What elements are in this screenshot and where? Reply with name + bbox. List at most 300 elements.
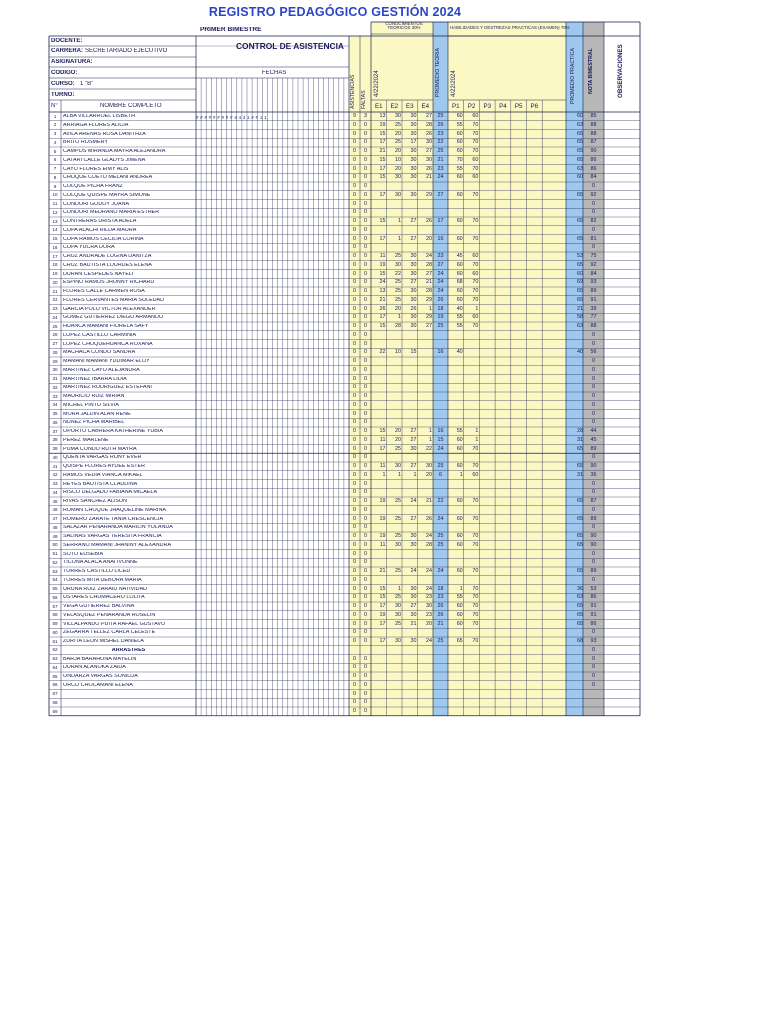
p-score: 60 [456, 463, 463, 469]
student-name: ALBA VILLARROEL LISBETH [63, 114, 136, 119]
asistencias-value: 0 [353, 296, 356, 303]
asistencias-value: 0 [353, 226, 356, 233]
e-score: 21 [426, 498, 432, 504]
p-score: 60 [456, 270, 463, 277]
student-name: CRUZ ANDRADE LUGINA DANITZA [63, 254, 152, 259]
nota-bimestral-value: 0 [592, 393, 595, 399]
promedio-teoria-value: 25 [437, 113, 444, 119]
nota-bimestral-value: 84 [590, 174, 597, 181]
asistencias-value: 0 [353, 629, 356, 636]
promedio-teoria-value: 24 [437, 288, 444, 294]
promedio-practica-value: 28 [577, 428, 583, 434]
e-score: 15 [379, 156, 386, 163]
asistencias-value: 0 [353, 331, 356, 338]
e-score: 11 [379, 436, 386, 443]
faltas-value: 0 [364, 191, 367, 198]
e-score: 25 [395, 594, 401, 601]
e-score: 24 [426, 585, 432, 592]
asistencias-value: 0 [353, 340, 356, 347]
student-name: MARTINEZ RODRIGUEZ ESTEFANI [63, 385, 152, 391]
e-score: 30 [426, 139, 432, 146]
e-score: 30 [426, 156, 432, 163]
student-name: HUANCA MAMANI FIORELA SAFY [63, 324, 149, 329]
e-score: 26 [426, 130, 432, 137]
e-score: 28 [426, 541, 432, 548]
student-name: LOPEZ CHOQUEHUANCA ROXANA [63, 341, 153, 347]
nota-bimestral-value: 0 [592, 200, 595, 207]
p-score: 55 [456, 594, 463, 601]
nota-bimestral-value: 88 [590, 121, 597, 128]
row-number: 8 [53, 174, 57, 180]
e-score: 30 [395, 541, 401, 548]
e-score: 30 [395, 638, 401, 644]
codigo-label: CODIGO: [51, 70, 78, 76]
p-score: 60 [456, 445, 463, 452]
e-score: 1 [398, 314, 401, 321]
promedio-teoria-value: 22 [437, 498, 444, 504]
asistencias-value: 0 [353, 270, 356, 277]
faltas-value: 0 [364, 235, 367, 242]
asistencias-value: 0 [353, 699, 356, 706]
promedio-teoria-value: 25 [437, 638, 444, 644]
faltas-value: 0 [364, 655, 367, 662]
p-score: 65 [456, 638, 463, 644]
student-name: CHOQUE CUETO MELANI ANDREA [63, 175, 153, 181]
faltas-value: 0 [364, 288, 367, 294]
row-number: 13 [52, 218, 58, 224]
e-score: 23 [426, 611, 432, 618]
e-score: 13 [379, 113, 386, 119]
faltas-value: 0 [364, 594, 367, 601]
promedio-practica-value: 40 [577, 349, 583, 356]
faltas-header: FALTAS [361, 90, 367, 109]
e-score: 21 [410, 620, 417, 627]
nota-bimestral-value: 86 [590, 594, 597, 601]
e-col-header: E4 [421, 103, 430, 110]
row-number: 61 [52, 638, 58, 644]
nota-bimestral-value: 84 [590, 270, 597, 277]
faltas-value: 0 [364, 690, 367, 697]
row-number: 30 [52, 367, 58, 373]
p-score: 60 [472, 270, 479, 277]
fechas-label: FECHAS [262, 70, 287, 76]
row-number: 26 [52, 332, 58, 338]
promedio-practica-value: 63 [577, 165, 583, 172]
faltas-value: 0 [364, 498, 367, 504]
faltas-value: 0 [364, 165, 367, 172]
nota-bimestral-value: 89 [590, 568, 597, 574]
e-score: 1 [398, 218, 401, 224]
faltas-value: 0 [364, 419, 367, 426]
student-name: SERRANO MAMANI JHANINY ALEXANDRA [63, 542, 172, 548]
student-name: COPA RAMOS CECILIA CORINA [63, 236, 144, 242]
promedio-practica-value: 53 [577, 253, 583, 259]
faltas-value: 0 [364, 533, 367, 539]
faltas-value: 0 [364, 323, 367, 329]
promedio-practica-value: 65 [577, 191, 583, 198]
carrera-label: CARRERA: [51, 48, 83, 54]
promedio-teoria-value: 25 [437, 463, 444, 469]
e-score: 1 [398, 471, 401, 478]
student-name: MICHEL PINTO SILVIA [63, 402, 119, 408]
period-label: PRIMER BIMESTRE [200, 27, 262, 33]
e-score: 19 [379, 498, 386, 504]
nota-bimestral-value: 88 [590, 130, 597, 137]
faltas-value: 0 [364, 576, 367, 583]
e-score: 15 [379, 428, 386, 434]
p-score: 60 [456, 296, 463, 303]
faltas-value: 0 [364, 541, 367, 548]
nota-bimestral-value: 0 [592, 358, 595, 364]
p-score: 60 [456, 148, 463, 154]
e-score: 25 [395, 139, 401, 146]
p-score: 60 [456, 568, 463, 574]
p-score: 60 [472, 156, 479, 163]
col-name-header: NOMBRE COMPLETO [100, 103, 162, 109]
e-score: 27 [426, 113, 432, 119]
p-score: 60 [472, 113, 479, 119]
row-number: 14 [52, 227, 58, 233]
habilidades-header: HABILIDADES Y DESTREZAS PRACTICAS (EXAMEN) 70% [450, 26, 570, 30]
faltas-value: 0 [364, 130, 367, 137]
row-number: 33 [52, 393, 58, 399]
student-name: ROMAN CHOQUE JHAQUELINE MARINA [63, 507, 167, 513]
nota-bimestral-value: 0 [592, 384, 595, 391]
e-score: 25 [395, 445, 401, 452]
p-col-header: P6 [530, 103, 539, 110]
faltas-value: 0 [364, 393, 367, 399]
e-score: 25 [395, 620, 401, 627]
e-score: 30 [410, 130, 417, 137]
e-score: 20 [395, 428, 401, 434]
row-number: 63 [52, 656, 58, 661]
e-score: 21 [379, 148, 386, 154]
faltas-value: 0 [364, 428, 367, 434]
p-score: 70 [456, 156, 463, 163]
e-score: 26 [426, 165, 432, 172]
promedio-teoria-value: 26 [437, 121, 444, 128]
e-score: 27 [410, 463, 417, 469]
p-score: 70 [472, 148, 479, 154]
faltas-value: 0 [364, 174, 367, 181]
row-number: 50 [52, 542, 58, 548]
student-name: VEGA GUTIERREZ BALVINA [63, 604, 135, 609]
e-score: 11 [379, 253, 386, 259]
e-score: 17 [379, 314, 386, 321]
p-score: 40 [456, 305, 463, 312]
student-name: TORRES CASTILLO LICED [63, 569, 131, 574]
p-score: 70 [472, 594, 479, 601]
asistencias-value: 0 [353, 655, 356, 662]
e-score: 20 [426, 471, 432, 478]
row-number: 6 [53, 157, 57, 163]
faltas-value: 0 [364, 480, 367, 487]
row-number: 62 [52, 647, 58, 653]
nota-bimestral-value: 0 [592, 655, 595, 662]
p-score: 60 [456, 436, 463, 443]
p-score: 1 [459, 585, 463, 592]
page-title: REGISTRO PEDAGÓGICO GESTIÓN 2024 [208, 5, 462, 19]
nota-bimestral-value: 93 [590, 279, 597, 286]
faltas-value: 0 [364, 471, 367, 478]
nota-bimestral-value: 90 [590, 463, 597, 469]
nota-bimestral-header: NOTA BIMESTRAL [588, 48, 594, 94]
e-score: 30 [410, 323, 417, 329]
promedio-teoria-value: 19 [437, 314, 444, 321]
row-number: 69 [52, 708, 58, 714]
asistencias-value: 0 [353, 121, 356, 128]
promedio-practica-value: 60 [577, 174, 583, 181]
e-score: 30 [395, 191, 401, 198]
p-score: 70 [472, 261, 479, 268]
e-score: 22 [379, 349, 386, 356]
nota-bimestral-value: 90 [590, 541, 597, 548]
student-name: COLQUE PICHA FRANZ [63, 184, 123, 189]
row-number: 21 [52, 288, 58, 294]
p-score: 55 [456, 314, 463, 321]
student-name: CONDORI MEDRANO MARIA ESTHER [63, 210, 160, 216]
asistencias-value: 0 [353, 305, 356, 312]
nota-bimestral-value: 0 [592, 506, 595, 513]
asistencias-value: 0 [353, 673, 356, 679]
p-score: 70 [472, 638, 479, 644]
asistencias-value: 0 [353, 314, 356, 321]
promedio-practica-value: 60 [577, 270, 583, 277]
asistencias-value: 0 [353, 515, 356, 522]
e-score: 20 [395, 305, 401, 312]
nota-bimestral-value: 90 [590, 148, 597, 154]
e-score: 29 [426, 191, 432, 198]
promedio-practica-value: 58 [577, 314, 583, 321]
asistencias-value: 0 [353, 349, 356, 356]
student-name: CONDORI GODOY JUANA [63, 201, 130, 207]
e-score: 1 [382, 471, 386, 478]
promedio-teoria-value: 25 [437, 541, 444, 548]
e-score: 20 [395, 436, 401, 443]
student-name: CAYO FLORES EIMY ALIS [63, 166, 129, 172]
row-number: 51 [52, 551, 58, 556]
e-score: 22 [395, 270, 401, 277]
nota-bimestral-value: 85 [590, 113, 597, 119]
row-number: 37 [52, 428, 58, 434]
row-number: 58 [52, 612, 58, 618]
p-score: 60 [472, 314, 479, 321]
p-score: 68 [456, 279, 463, 286]
promedio-teoria-value: 16 [437, 428, 444, 434]
nota-bimestral-value: 0 [592, 183, 595, 189]
e-score: 19 [379, 261, 386, 268]
e-score: 15 [379, 270, 386, 277]
nota-bimestral-value: 86 [590, 165, 597, 172]
p-score: 70 [472, 568, 479, 574]
faltas-value: 0 [364, 638, 367, 644]
nota-bimestral-value: 0 [592, 646, 595, 653]
student-name: USTARES CHUMACERO LOLITA [63, 595, 145, 601]
docente-label: DOCENTE: [51, 38, 83, 44]
nota-bimestral-value: 0 [592, 550, 595, 557]
nota-bimestral-value: 77 [590, 314, 597, 321]
e-score: 20 [395, 130, 401, 137]
student-name: SALINAS VARGAS TERESITA FRANCIA [63, 534, 162, 539]
p-score: 70 [472, 533, 479, 539]
asistencias-value: 0 [353, 191, 356, 198]
e-score: 27 [410, 279, 417, 286]
faltas-value: 0 [364, 384, 367, 391]
student-name: CRUZ BAUTISTA LOURDES ELENA [63, 262, 152, 268]
e-score: 27 [410, 515, 417, 522]
promedio-teoria-value: 24 [437, 445, 444, 452]
promedio-practica-value: 65 [577, 288, 583, 294]
student-name: URUNA RUIZ ZARAID NATIVIDAD [63, 586, 148, 592]
p-score: 70 [472, 218, 479, 224]
e-score: 24 [426, 533, 432, 539]
faltas-value: 0 [364, 489, 367, 496]
student-name: VELASQUEZ PEÑARANDA ROSELIN [63, 612, 156, 618]
e-score: 20 [426, 620, 432, 627]
asistencias-value: 0 [353, 209, 356, 216]
asistencias-value: 0 [353, 323, 356, 329]
row-number: 5 [53, 148, 57, 154]
p-score: 1 [459, 471, 463, 478]
student-name: FLORES CALLE CARMEN ROSA [63, 289, 145, 294]
row-number: 16 [52, 244, 58, 250]
nota-bimestral-value: 0 [592, 401, 595, 408]
row-number: 38 [52, 437, 58, 443]
p-score: 70 [472, 620, 479, 627]
faltas-value: 0 [364, 340, 367, 347]
faltas-value: 0 [364, 209, 367, 216]
asistencias-value: 0 [353, 428, 356, 434]
e-score: 28 [426, 288, 432, 294]
student-name: REYES BAUTISTA CLAUDINA [63, 481, 138, 487]
faltas-value: 0 [364, 629, 367, 636]
row-number: 28 [52, 349, 58, 355]
asistencias-value: 0 [353, 174, 356, 181]
nota-bimestral-value: 36 [590, 471, 597, 478]
faltas-value: 0 [364, 603, 367, 609]
asignatura-label: ASIGNATURA: [51, 59, 93, 65]
asistencias-value: 9 [353, 113, 356, 119]
p-score: 1 [475, 436, 479, 443]
e-score: 30 [395, 174, 401, 181]
faltas-value: 0 [364, 296, 367, 303]
promedio-teoria-value: 21 [437, 156, 444, 163]
p-score: 45 [456, 253, 463, 259]
e-score: 1 [413, 471, 417, 478]
promedio-practica-value: 65 [577, 445, 583, 452]
nota-bimestral-value: 92 [590, 261, 597, 268]
faltas-value: 0 [364, 226, 367, 233]
nota-bimestral-value: 86 [590, 156, 597, 163]
promedio-practica-value: 63 [577, 323, 583, 329]
student-name: GOMEZ GUTIERREZ DIEGO ARMANDO [63, 315, 164, 321]
e-score: 30 [395, 113, 401, 119]
e-col-header: E3 [405, 103, 414, 110]
e-score: 17 [379, 139, 386, 146]
p-score: 40 [456, 349, 463, 356]
asistencias-value: 0 [353, 463, 356, 469]
nota-bimestral-value: 0 [592, 664, 595, 671]
p-score: 60 [456, 113, 463, 119]
nota-bimestral-value: 0 [592, 410, 595, 417]
p-score: 60 [472, 471, 479, 478]
e-score: 30 [410, 314, 417, 321]
faltas-value: 0 [364, 218, 367, 224]
asistencias-value: 0 [353, 620, 356, 627]
row-number: 36 [52, 419, 58, 425]
e-score: 27 [410, 603, 417, 609]
student-name: ZURITA LEON MISHEL DANIELA [63, 639, 144, 644]
faltas-value: 0 [364, 358, 367, 364]
promedio-practica-value: 68 [577, 638, 583, 644]
faltas-value: 0 [364, 506, 367, 513]
asistencias-value: 0 [353, 148, 356, 154]
p-score: 60 [456, 218, 463, 224]
p-score: 70 [472, 121, 479, 128]
nota-bimestral-value: 39 [590, 305, 597, 312]
p-score: 1 [475, 428, 479, 434]
nota-bimestral-value: 0 [592, 340, 595, 347]
e-score: 29 [426, 314, 432, 321]
nota-bimestral-value: 0 [592, 366, 595, 373]
asistencias-value: 0 [353, 436, 356, 443]
row-number: 17 [52, 253, 58, 259]
e-score: 28 [426, 121, 432, 128]
nota-bimestral-value: 86 [590, 620, 597, 627]
p-score: 70 [472, 541, 479, 548]
e-score: 28 [426, 261, 432, 268]
promedio-teoria-value: 23 [437, 594, 444, 601]
e-score: 24 [426, 568, 432, 574]
asistencias-value: 0 [353, 708, 356, 714]
e-score: 21 [426, 279, 432, 286]
e-score: 27 [410, 235, 417, 242]
p-score: 60 [456, 603, 463, 609]
e-score: 1 [429, 436, 432, 443]
promedio-teoria-value: 23 [437, 165, 444, 172]
p-score: 60 [456, 288, 463, 294]
group-label: ARRASTRES [111, 647, 146, 653]
e-score: 30 [410, 270, 417, 277]
faltas-value: 0 [364, 524, 367, 531]
faltas-value: 0 [364, 445, 367, 452]
faltas-value: 0 [364, 401, 367, 408]
row-number: 46 [52, 507, 58, 513]
row-number: 67 [52, 691, 58, 696]
asistencias-value: 0 [353, 393, 356, 399]
student-name: MACHACA CONDO SANDRA [63, 350, 136, 356]
asistencias-value: 0 [353, 541, 356, 548]
e-score: 17 [379, 165, 386, 172]
promedio-practica-value: 65 [577, 533, 583, 539]
promedio-practica-value: 36 [577, 585, 583, 592]
asistencias-value: 0 [353, 183, 356, 189]
row-number: 9 [53, 183, 57, 189]
faltas-value: 0 [364, 681, 367, 688]
asistencias-value: 0 [353, 130, 356, 137]
promedio-teoria-value: 25 [437, 533, 444, 539]
faltas-value: 0 [364, 699, 367, 706]
p-score: 60 [456, 515, 463, 522]
e-score: 30 [410, 121, 417, 128]
p-score: 60 [456, 541, 463, 548]
nota-bimestral-value: 91 [590, 296, 597, 303]
promedio-practica-value: 69 [577, 279, 583, 286]
e-score: 30 [410, 638, 417, 644]
e-score: 17 [379, 235, 386, 242]
e-score: 20 [395, 148, 401, 154]
e-score: 15 [379, 130, 386, 137]
